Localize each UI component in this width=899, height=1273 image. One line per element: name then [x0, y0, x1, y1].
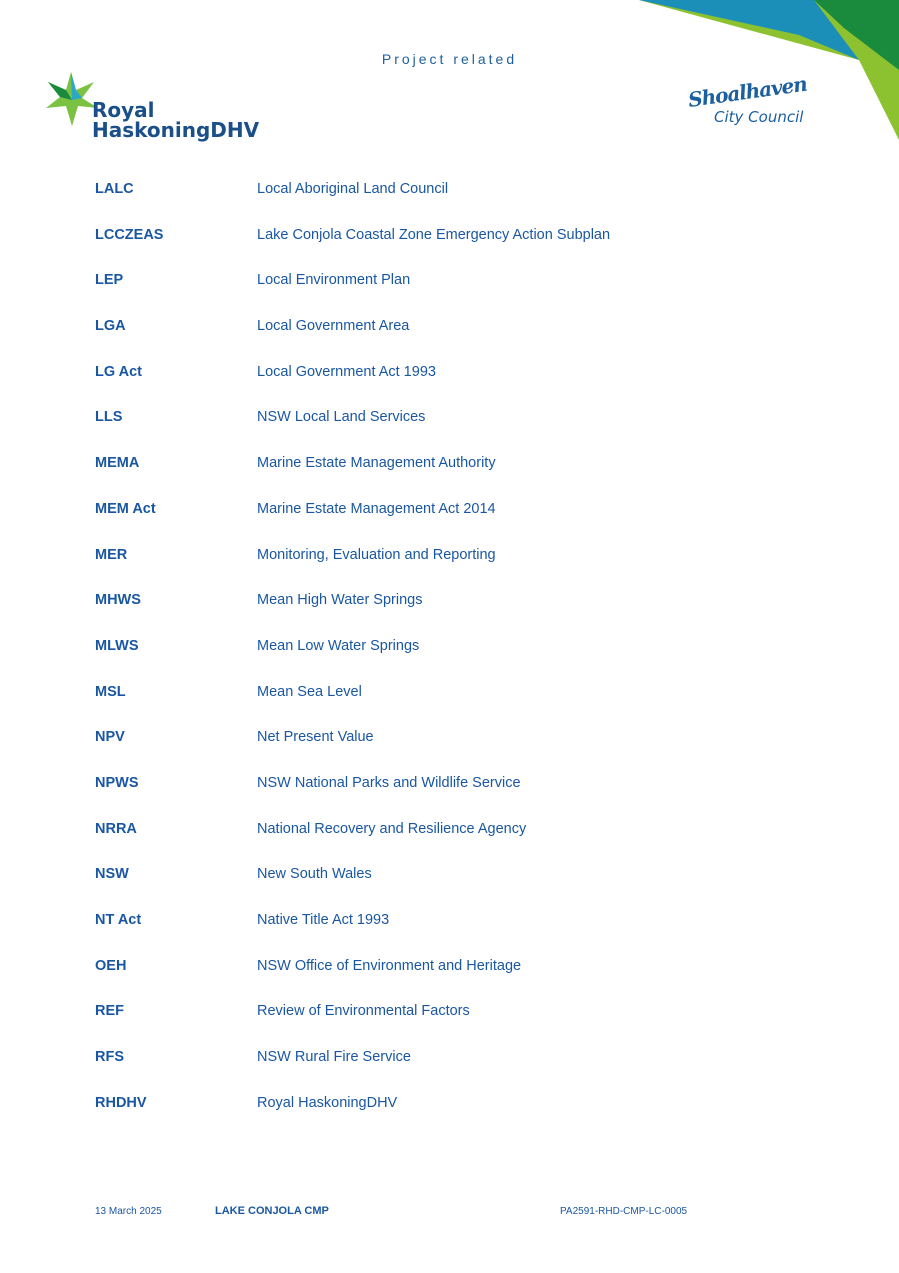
abbreviation-row	[95, 912, 815, 958]
abbreviation-definition: Local Environment Plan	[257, 272, 411, 289]
abbreviation-term: NPWS	[95, 774, 139, 791]
abbreviation-term: REF	[95, 1003, 124, 1020]
abbreviation-term: RFS	[95, 1049, 124, 1066]
abbreviation-row	[95, 775, 815, 821]
abbreviation-term: NSW	[95, 866, 129, 883]
abbreviation-definition: Lake Conjola Coastal Zone Emergency Action Subplan	[257, 226, 611, 243]
footer-reference: PA2591-RHD-CMP-LC-0005	[560, 1206, 688, 1217]
footer-title: LAKE CONJOLA CMP	[215, 1205, 329, 1217]
abbreviation-definition: NSW Rural Fire Service	[257, 1049, 411, 1066]
abbreviation-definition: Native Title Act 1993	[257, 912, 390, 928]
abbreviation-term: LEP	[95, 272, 124, 289]
abbreviation-term: RHDHV	[95, 1094, 147, 1111]
abbreviation-row	[95, 455, 815, 501]
abbreviation-term: OEH	[95, 957, 127, 974]
abbreviation-row	[95, 547, 815, 593]
abbreviation-term: LCCZEAS	[95, 226, 164, 243]
abbreviation-row	[95, 272, 815, 318]
abbreviation-definition: Marine Estate Management Act 2014	[257, 500, 496, 517]
abbreviation-definition: Mean Low Water Springs	[257, 637, 420, 654]
abbreviation-definition: Review of Environmental Factors	[257, 1003, 470, 1020]
logo-text-city-council: City Council	[714, 108, 804, 126]
abbreviation-term: MLWS	[95, 637, 139, 654]
abbreviation-definition: New South Wales	[257, 866, 372, 883]
abbreviation-definition: Local Aboriginal Land Council	[257, 181, 449, 197]
logo-text-haskoning: HaskoningDHV	[92, 118, 260, 142]
abbreviation-term: NPV	[95, 729, 125, 746]
abbreviation-definition: Royal HaskoningDHV	[257, 1094, 398, 1111]
abbreviation-definition: Mean High Water Springs	[257, 592, 423, 609]
footer-date: 13 March 2025	[95, 1206, 162, 1217]
abbreviation-definition: Monitoring, Evaluation and Reporting	[257, 546, 496, 563]
abbreviation-term: NT Act	[95, 912, 142, 928]
abbreviation-definition: NSW National Parks and Wildlife Service	[257, 774, 521, 791]
abbreviation-row	[95, 409, 815, 455]
abbreviation-row	[95, 821, 815, 867]
abbreviation-definition: Local Government Act 1993	[257, 363, 436, 380]
abbreviation-definition: Local Government Area	[257, 318, 410, 335]
abbreviation-term: LLS	[95, 409, 123, 426]
abbreviation-definition: National Recovery and Resilience Agency	[257, 820, 527, 837]
abbreviation-row	[95, 592, 815, 638]
abbreviation-row	[95, 181, 815, 227]
abbreviation-term: MEMA	[95, 455, 140, 472]
abbreviation-row	[95, 638, 815, 684]
abbreviation-term: LG Act	[95, 363, 142, 380]
abbreviation-row	[95, 364, 815, 410]
logo-text-royal: Royal	[92, 98, 155, 122]
abbreviation-term: MER	[95, 546, 128, 563]
abbreviation-term: MHWS	[95, 592, 141, 609]
abbreviation-term: MSL	[95, 683, 126, 700]
abbreviation-row	[95, 227, 815, 273]
abbreviation-row	[95, 1095, 815, 1141]
abbreviation-definition: NSW Local Land Services	[257, 409, 426, 426]
abbreviation-row	[95, 958, 815, 1004]
logo-text-shoalhaven: Shoalhaven	[686, 71, 809, 112]
abbreviation-term: NRRA	[95, 820, 137, 837]
header-label: Project related	[381, 51, 518, 67]
abbreviation-row	[95, 1003, 815, 1049]
abbreviation-term: LALC	[95, 181, 134, 197]
abbreviation-definition: Net Present Value	[257, 729, 374, 746]
abbreviation-row	[95, 684, 815, 730]
abbreviation-row	[95, 501, 815, 547]
shoalhaven-logo	[684, 71, 824, 138]
abbreviation-row	[95, 729, 815, 775]
abbreviation-definition: Mean Sea Level	[257, 683, 362, 700]
abbreviation-row	[95, 1049, 815, 1095]
abbreviation-definition: NSW Office of Environment and Heritage	[257, 957, 522, 974]
page-footer	[0, 1206, 899, 1222]
abbreviation-term: LGA	[95, 318, 126, 335]
abbreviation-list	[95, 181, 815, 1140]
abbreviation-row	[95, 318, 815, 364]
abbreviation-definition: Marine Estate Management Authority	[257, 455, 496, 472]
royal-haskoning-logo	[42, 70, 260, 150]
abbreviation-term: MEM Act	[95, 500, 156, 517]
abbreviation-row	[95, 866, 815, 912]
